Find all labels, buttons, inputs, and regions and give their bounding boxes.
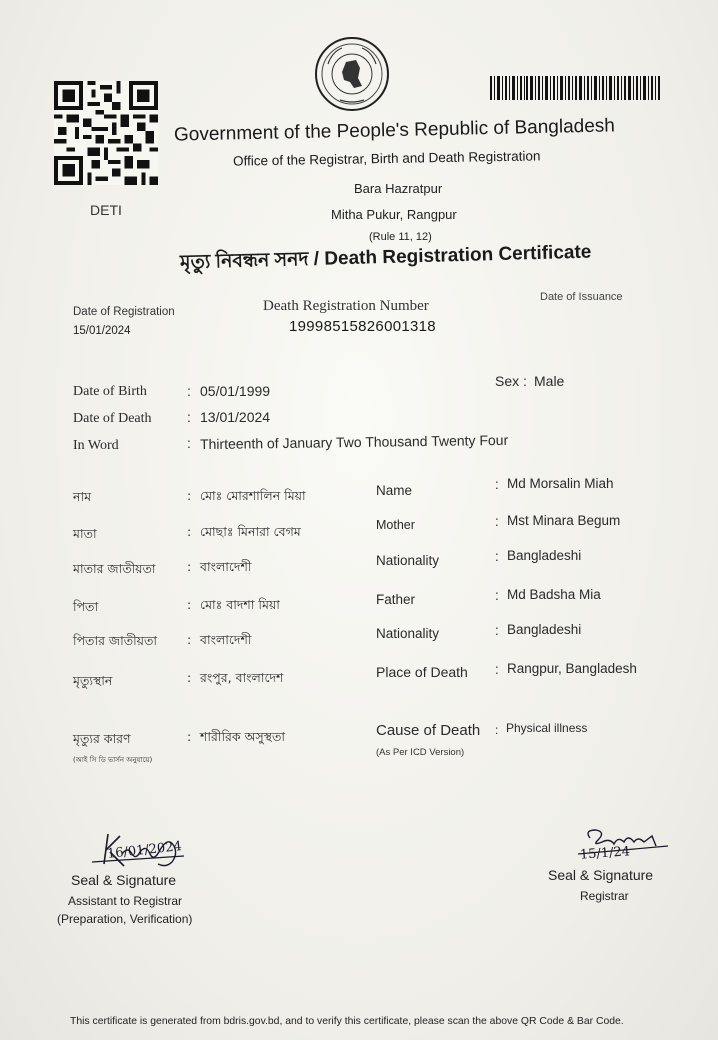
qr-label: DETI — [90, 202, 122, 218]
government-title: Government of the People's Republic of Bangladesh — [173, 115, 616, 146]
colon: : — [187, 632, 192, 647]
colon: : — [495, 514, 499, 529]
in-word-value: Thirteenth of January Two Thousand Twenty Four — [199, 431, 509, 453]
registration-number-value: 19998515826001318 — [289, 318, 436, 335]
colon: : — [187, 559, 192, 574]
name-label: Name — [376, 483, 413, 498]
bn-mother-value: মোছাঃ মিনারা বেগম — [200, 524, 301, 539]
bn-place-of-death-value: রংপুর, বাংলাদেশ — [200, 670, 284, 685]
name-value: Md Morsalin Miah — [507, 476, 614, 491]
sex-label: Sex : — [495, 373, 527, 389]
birth-date-value: 05/01/1999 — [200, 383, 271, 399]
bn-name-value: মোঃ মোরশালিন মিয়া — [200, 488, 306, 503]
mother-nationality-label: Nationality — [376, 553, 440, 568]
sex-value: Male — [534, 373, 565, 389]
registration-number-label: Death Registration Number — [263, 298, 429, 314]
mother-label: Mother — [376, 518, 415, 532]
bn-mother-label: মাতা — [73, 526, 97, 541]
cause-of-death-label: Cause of Death — [376, 722, 481, 739]
assistant-role-detail: (Preparation, Verification) — [57, 912, 193, 926]
colon: : — [187, 597, 192, 612]
bn-father-value: মোঃ বাদশা মিয়া — [200, 597, 280, 612]
qr-code[interactable] — [54, 80, 158, 186]
in-word-label: In Word — [73, 438, 119, 453]
assistant-role: Assistant to Registrar — [68, 894, 183, 908]
bn-father-nationality-label: পিতার জাতীয়তা — [73, 633, 158, 648]
registrar-sign-date: 15/1/24 — [579, 844, 631, 863]
registration-date-label: Date of Registration — [73, 306, 175, 318]
bn-mother-nationality-label: মাতার জাতীয়তা — [73, 561, 156, 576]
cause-of-death-value: Physical illness — [506, 721, 588, 735]
mother-value: Mst Minara Begum — [507, 513, 621, 528]
colon: : — [187, 435, 191, 451]
bn-cause-note: (আই সি ডি ভার্সন অনুযায়ে) — [73, 756, 153, 764]
colon: : — [187, 488, 192, 503]
birth-date-label: Date of Birth — [73, 384, 147, 399]
rule-reference: (Rule 11, 12) — [369, 231, 432, 243]
bn-cause-of-death-value: শারীরিক অসুস্থতা — [200, 729, 286, 744]
footer-note: This certificate is generated from bdris.gov.bd, and to verify this certificate, please scan the above QR Code & Bar Code. — [70, 1016, 624, 1027]
father-value: Md Badsha Mia — [507, 587, 601, 602]
bn-father-label: পিতা — [73, 599, 99, 614]
issuance-date-label: Date of Issuance — [540, 291, 623, 303]
cause-note: (As Per ICD Version) — [376, 747, 465, 758]
colon: : — [495, 662, 499, 677]
colon: : — [187, 524, 192, 539]
colon: : — [495, 588, 499, 603]
colon: : — [495, 723, 499, 737]
bn-name-label: নাম — [73, 489, 92, 504]
barcode[interactable] — [490, 76, 660, 100]
location-line-2: Mitha Pukur, Rangpur — [331, 207, 457, 222]
assistant-sign-date: 16/01/2024 — [106, 839, 183, 862]
office-name: Office of the Registrar, Birth and Death Registration — [232, 148, 541, 169]
colon: : — [187, 409, 191, 425]
colon: : — [495, 549, 499, 564]
father-label: Father — [376, 592, 416, 607]
registrar-role: Registrar — [580, 889, 629, 903]
father-nationality-label: Nationality — [376, 626, 440, 641]
colon: : — [187, 670, 192, 685]
death-date-value: 13/01/2024 — [200, 409, 271, 425]
colon: : — [495, 623, 499, 638]
right-seal-label: Seal & Signature — [548, 867, 654, 883]
bn-father-nationality-value: বাংলাদেশী — [200, 632, 252, 647]
bn-cause-of-death-label: মৃত্যুর কারণ — [73, 731, 131, 746]
death-date-label: Date of Death — [73, 411, 152, 426]
place-of-death-value: Rangpur, Bangladesh — [507, 661, 637, 676]
government-emblem-icon — [312, 34, 392, 114]
bn-mother-nationality-value: বাংলাদেশী — [200, 559, 252, 574]
colon: : — [187, 383, 191, 399]
certificate-title: মৃত্যু নিবন্ধন সনদ / Death Registration Certificate — [179, 241, 592, 274]
registration-date-value: 15/01/2024 — [73, 325, 131, 337]
colon: : — [495, 477, 499, 492]
father-nationality-value: Bangladeshi — [507, 622, 582, 637]
place-of-death-label: Place of Death — [376, 664, 468, 680]
left-seal-label: Seal & Signature — [71, 872, 177, 888]
mother-nationality-value: Bangladeshi — [507, 548, 582, 563]
colon: : — [187, 729, 192, 744]
bn-place-of-death-label: মৃত্যুস্থান — [73, 673, 113, 688]
location-line-1: Bara Hazratpur — [354, 181, 443, 196]
